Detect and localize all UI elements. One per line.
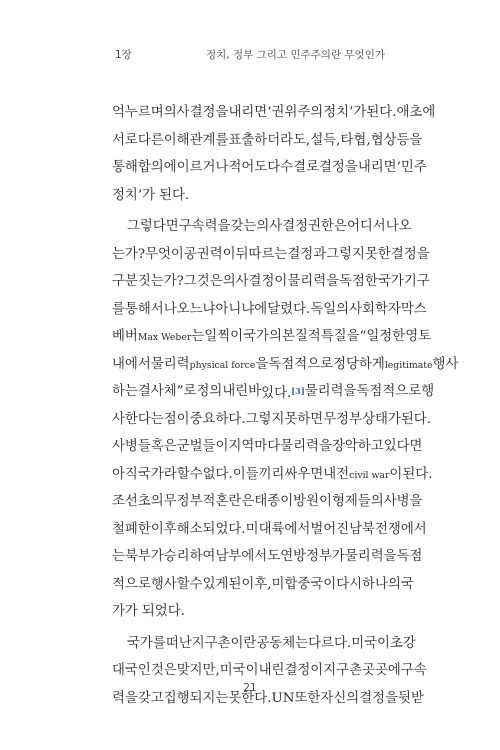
text-line: 를 통해서 나오느냐 아니냐에 달렸다. 독일의 사회학자 막스 <box>112 301 427 317</box>
chapter-label: 1장 <box>115 49 132 61</box>
text-line: 는가? 무엇이 공권력이 뒤따르는 결정과 그렇지 못한 결정을 <box>112 246 430 262</box>
text-line: 그렇다면 구속력을 갖는 의사결정 권한은 어디서 나오 <box>127 219 412 234</box>
text-line: 아직 국가라 할 수 없다. 이들끼리 싸우면 내전civil war이 된다. <box>112 466 433 482</box>
text-line: 사한다는 점이 중요하다. 그렇지 못하면 무정부 상태가 된다. <box>112 411 432 427</box>
original-term: legitimate <box>384 359 433 371</box>
original-term: civil war <box>349 469 390 481</box>
text-line: 조선 초의 무정부적 혼란은 태종 이방원이 형제들의 사병을 <box>112 494 423 509</box>
text-line: 베버Max Weber는 일찍이 국가의 본질적 특질을 “일정한 영토 <box>112 329 432 344</box>
text-line: 는 북부가 승리하여 남부에서도 연방정부가 물리력을 독점 <box>112 549 423 564</box>
text-line: 대국인 것은 맞지만, 미국이 내린 결정이 지구촌 곳곳에 구속 <box>112 663 427 678</box>
text-line: 철폐한 이후 해소되었다. 미 대륙에서 벌어진 남북전쟁에서 <box>112 521 427 537</box>
text-line: 통해 합의에 이르거나 적어도 다수결로 결정을 내리면 ‘민주 <box>112 160 427 175</box>
body-text <box>112 99 459 712</box>
text-line: 하는 결사체”로 정의 내린 바 있다.[3] 물리력을 독점적으로 행 <box>112 384 435 401</box>
text-line: 내에서 물리력physical force을 독점적으로 정당하게legitimate 행사 <box>112 356 459 372</box>
text-line: 국가를 떠난 지구촌이란 공동체는 다르다. 미국이 초강 <box>127 635 416 651</box>
text-line: 적으로 행사할 수 있게 된 이후, 미합중국이 다시 하나의 국 <box>112 576 414 592</box>
original-term: Max Weber <box>137 332 192 343</box>
chapter-title: 정치, 정부 그리고 민주주의란 무엇인가 <box>206 49 385 61</box>
text-line: 구분 짓는가? 그것은 의사결정이 물리력을 독점한 국가 기구 <box>112 274 430 289</box>
text-line: 서로 다른 이해관계를 표출하더라도, 설득, 타협, 협상 등을 <box>112 132 423 148</box>
page-number: 21 <box>243 682 257 694</box>
running-header <box>115 47 385 62</box>
original-term: physical force <box>189 359 256 371</box>
text-line: 정치’가 된다. <box>112 187 190 203</box>
text-line: 억누르며 의사결정을 내리면 ‘권위주의 정치’가 된다. 애초에 <box>112 105 436 120</box>
text-line: 사병들 혹은 군벌들이 지역마다 물리력을 장악하고 있다면 <box>112 439 423 454</box>
text-line: 가가 되었다. <box>112 604 185 619</box>
footnote-marker: [3] <box>291 386 305 396</box>
text-line: 력을 갖고 집행되지는 못한다. UN 또한 자신의 결정을 뒷받 <box>112 690 424 706</box>
